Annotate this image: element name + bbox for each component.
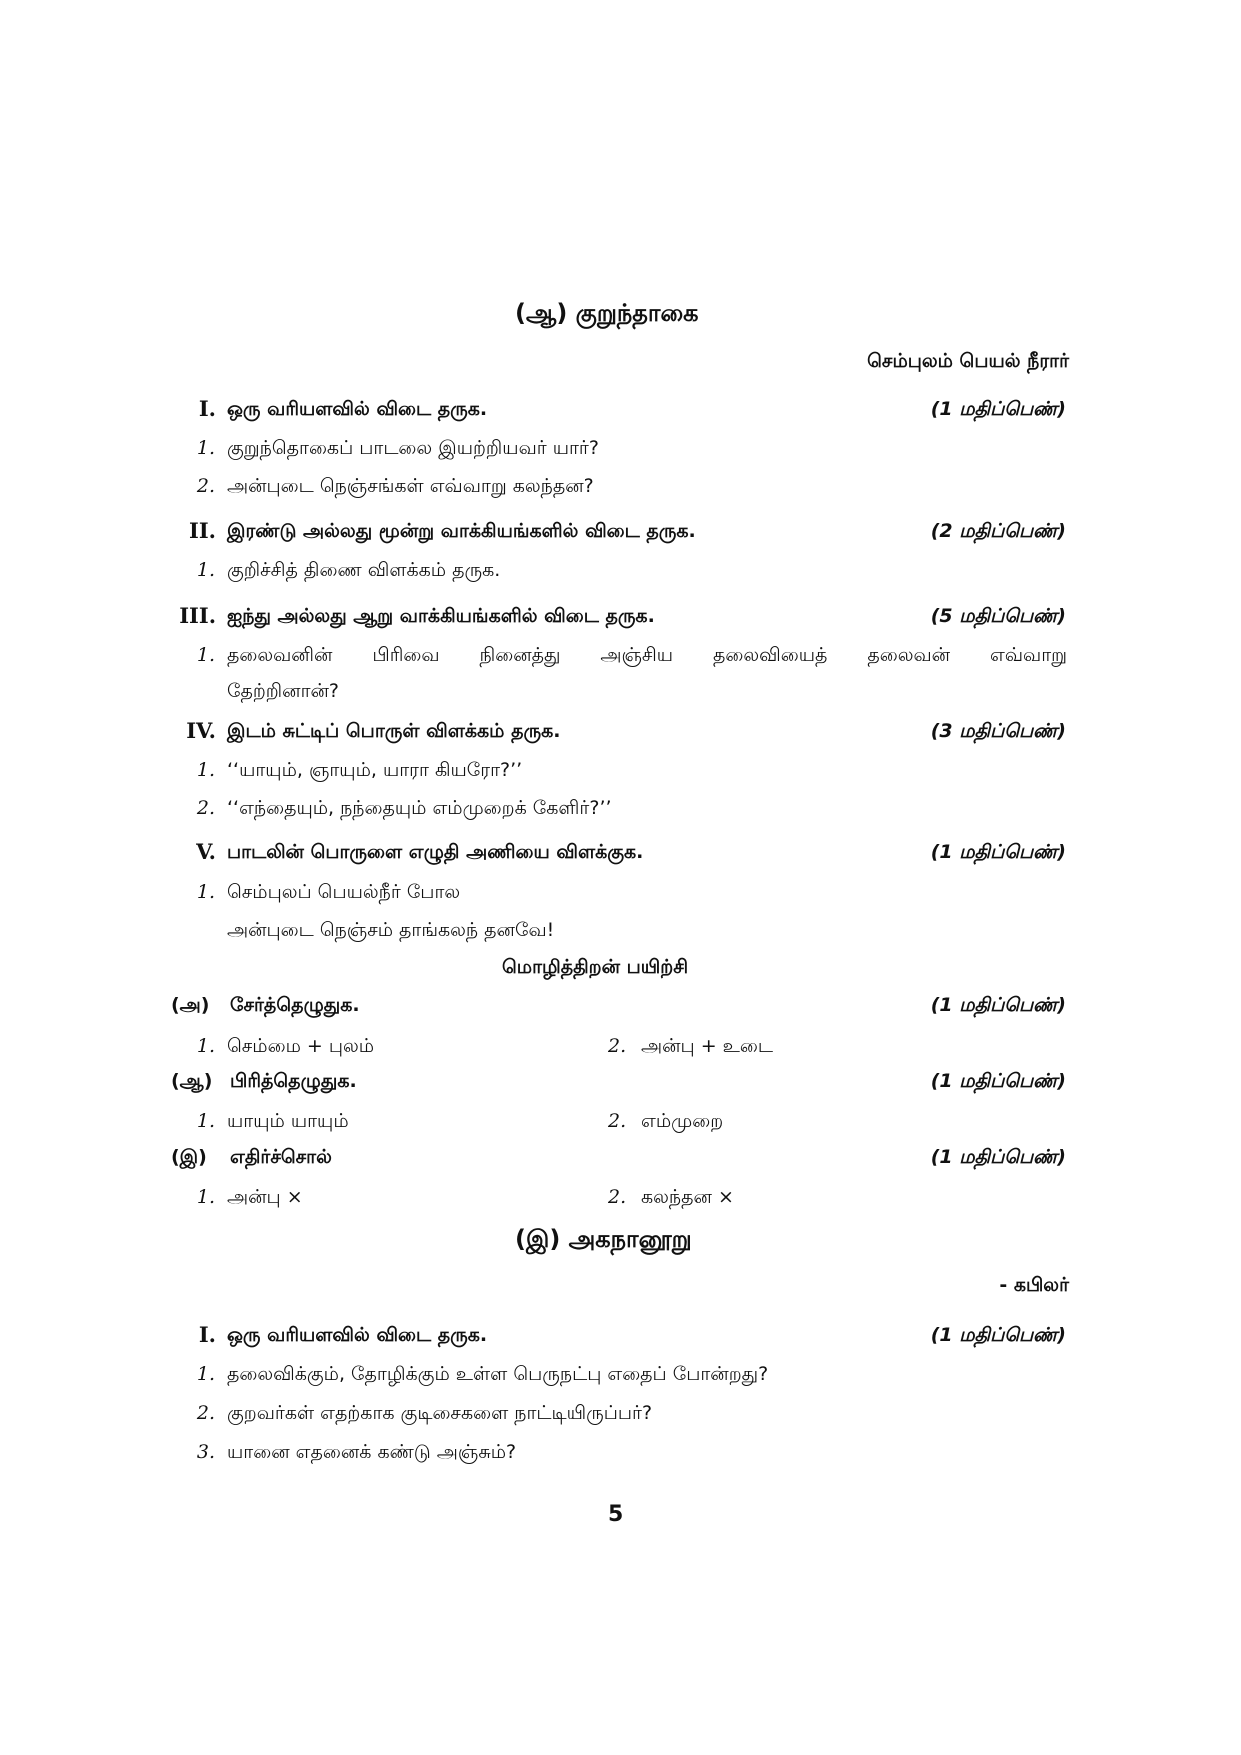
item-number: 1.	[196, 1035, 215, 1057]
block-marks: (2 மதிப்பெண்)	[930, 520, 1066, 542]
item-number: 2.	[608, 1035, 627, 1057]
block-marks: (5 மதிப்பெண்)	[930, 605, 1066, 627]
group-label: (ஆ)	[171, 1070, 213, 1092]
poem-subtitle: செம்புலம் பெயல் நீரார்	[867, 350, 1069, 372]
group-heading: பிரித்தெழுதுக.	[230, 1070, 357, 1092]
question-number: 1.	[196, 759, 215, 781]
question-number: 1.	[196, 881, 215, 903]
language-skill-title: மொழித்திறன் பயிற்சி	[502, 956, 689, 978]
question-number: 1.	[196, 1363, 215, 1385]
group-marks: (1 மதிப்பெண்)	[930, 994, 1066, 1016]
question-text: அன்புடை நெஞ்சங்கள் எவ்வாறு கலந்தன?	[227, 475, 594, 497]
block-heading: ஒரு வரியளவில் விடை தருக.	[227, 1324, 488, 1346]
question-number: 1.	[196, 437, 215, 459]
item-text: அன்பு + உடை	[641, 1035, 774, 1057]
block-heading: இடம் சுட்டிப் பொருள் விளக்கம் தருக.	[227, 720, 561, 742]
question-number: 3.	[196, 1441, 215, 1463]
item-number: 2.	[608, 1110, 627, 1132]
question-text: தலைவிக்கும், தோழிக்கும் உள்ள பெருநட்பு எதைப் போன்றது?	[227, 1363, 769, 1385]
group-heading: எதிர்ச்சொல்	[230, 1146, 332, 1168]
block-marks: (1 மதிப்பெண்)	[930, 1324, 1066, 1346]
group-heading: சேர்த்தெழுதுக.	[230, 994, 360, 1016]
block-heading: ஒரு வரியளவில் விடை தருக.	[227, 398, 488, 420]
block-heading: பாடலின் பொருளை எழுதி அணியை விளக்குக.	[227, 841, 644, 863]
group-label: (அ)	[171, 994, 210, 1016]
question-number: 1.	[196, 559, 215, 581]
block-roman: II.	[189, 518, 216, 543]
question-number: 2.	[196, 797, 215, 819]
block-roman: III.	[179, 603, 216, 628]
item-number: 1.	[196, 1186, 215, 1208]
item-text: யாயும் யாயும்	[227, 1110, 349, 1132]
block-heading: ஐந்து அல்லது ஆறு வாக்கியங்களில் விடை தருக.	[227, 605, 655, 627]
block-marks: (3 மதிப்பெண்)	[930, 720, 1066, 742]
section-title-akananuru: (இ) அகநானூறு	[515, 1225, 692, 1253]
block-roman: V.	[196, 839, 216, 864]
block-roman: IV.	[186, 718, 216, 743]
question-text: குறவர்கள் எதற்காக குடிசைகளை நாட்டியிருப்பர்?	[227, 1402, 653, 1424]
item-text: எம்முறை	[641, 1110, 724, 1132]
block-roman: I.	[198, 396, 216, 421]
item-text: அன்பு ×	[227, 1186, 303, 1208]
poem-line: அன்புடை நெஞ்சம் தாங்கலந் தனவே!	[227, 919, 555, 941]
item-number: 2.	[608, 1186, 627, 1208]
question-text: ‘‘யாயும், ஞாயும், யாரா கியரோ?’’	[227, 759, 523, 781]
block-roman: I.	[198, 1322, 216, 1347]
item-number: 1.	[196, 1110, 215, 1132]
group-marks: (1 மதிப்பெண்)	[930, 1070, 1066, 1092]
item-text: கலந்தன ×	[641, 1186, 734, 1208]
page-number: 5	[608, 1502, 624, 1527]
question-text: தலைவனின் பிரிவை நினைத்து அஞ்சிய தலைவியைத் தலைவன் எவ்வாறு	[227, 644, 1067, 666]
question-text: யானை எதனைக் கண்டு அஞ்சும்?	[227, 1441, 517, 1463]
poem-line: செம்புலப் பெயல்நீர் போல	[227, 881, 461, 903]
group-marks: (1 மதிப்பெண்)	[930, 1146, 1066, 1168]
question-text-continued: தேற்றினான்?	[227, 680, 340, 702]
question-number: 1.	[196, 644, 215, 666]
question-text: குறுந்தொகைப் பாடலை இயற்றியவர் யார்?	[227, 437, 599, 459]
item-text: செம்மை + புலம்	[227, 1035, 375, 1057]
group-label: (இ)	[171, 1146, 207, 1168]
author-line: - கபிலர்	[999, 1274, 1069, 1296]
block-heading: இரண்டு அல்லது மூன்று வாக்கியங்களில் விடை தருக.	[227, 520, 696, 542]
section-title-kurunthogai: (ஆ) குறுந்தாகை	[515, 299, 699, 327]
question-text: குறிச்சித் திணை விளக்கம் தருக.	[227, 559, 501, 581]
block-marks: (1 மதிப்பெண்)	[930, 398, 1066, 420]
question-number: 2.	[196, 475, 215, 497]
question-text: ‘‘எந்தையும், நந்தையும் எம்முறைக் கேளிர்?’’	[227, 797, 612, 819]
block-marks: (1 மதிப்பெண்)	[930, 841, 1066, 863]
question-number: 2.	[196, 1402, 215, 1424]
